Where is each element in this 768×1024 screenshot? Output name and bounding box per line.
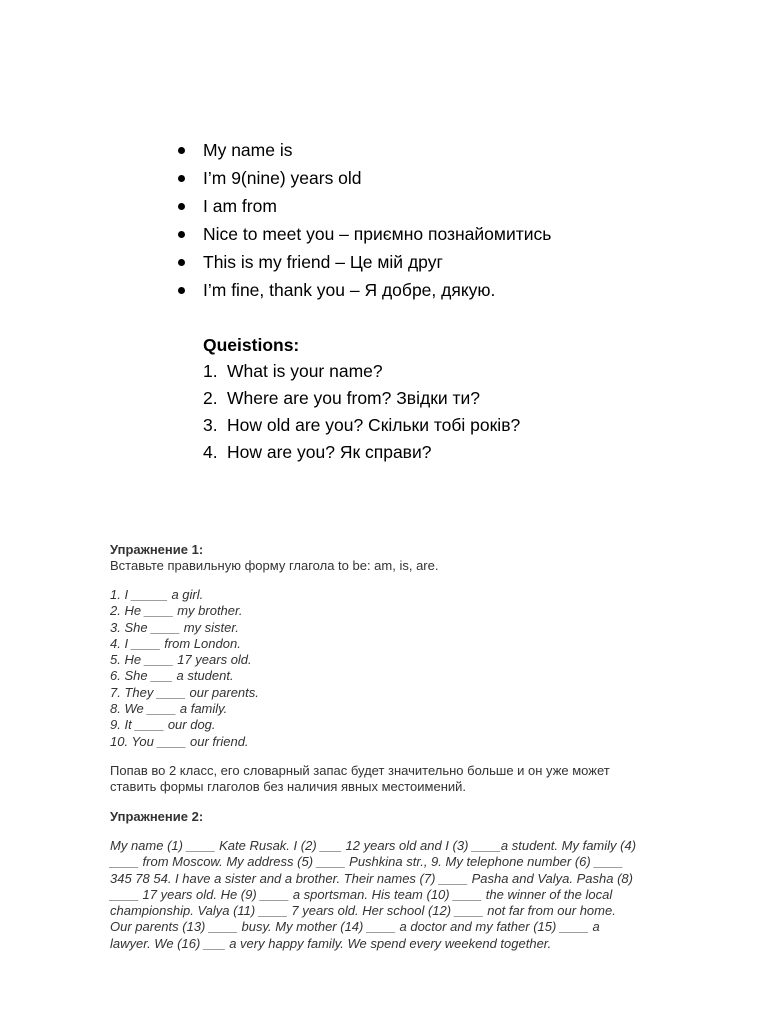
phrase-text: I am from (203, 196, 277, 216)
list-item: 2. He ____ my brother. (110, 603, 243, 619)
question-text: How old are you? Скільки тобі років? (227, 415, 521, 435)
list-item: 8. We ____ a family. (110, 701, 228, 717)
list-item (178, 276, 551, 304)
question-text: What is your name? (227, 361, 383, 381)
bullet-icon (178, 147, 185, 154)
paragraph-line: lawyer. We (16) ___ a very happy family. We spend every weekend together. (110, 935, 552, 951)
paragraph-line: ____ from Moscow. My address (5) ____ Pushkina str., 9. My telephone number (6) ____ (110, 854, 624, 870)
phrase-text: I’m 9(nine) years old (203, 168, 362, 188)
paragraph-line: Our parents (13) ____ busy. My mother (14) ____ a doctor and my father (15) ____ a (110, 919, 600, 935)
bullet-icon (178, 203, 185, 210)
exercise-1-title: Упражнение 1: (110, 542, 204, 557)
item-number: 2. (203, 388, 218, 408)
list-item: 10. You ____ our friend. (110, 733, 249, 749)
list-item: 1. I _____ a girl. (110, 587, 204, 602)
bullet-icon (178, 175, 185, 182)
list-item (178, 248, 551, 276)
paragraph-line: ____ 17 years old. He (9) ____ a sportsman. His team (10) ____ the winner of the local (110, 886, 613, 902)
exercise-1-list (110, 587, 259, 750)
phrase-list (178, 136, 551, 304)
phrase-text: Nice to meet you – приємно познайомитись (203, 224, 552, 244)
list-item (178, 136, 551, 164)
question-text: How are you? Як справи? (227, 442, 432, 462)
list-item (203, 385, 520, 412)
list-item: 4. I ____ from London. (110, 635, 241, 651)
list-item (178, 220, 551, 248)
question-text: Where are you from? Звідки ти? (227, 388, 481, 408)
paragraph-line: My name (1) ____ Kate Rusak. I (2) ___ 12 years old and I (3) ____a student. My family (4) (110, 838, 637, 853)
list-item (203, 358, 520, 385)
list-item (203, 439, 520, 466)
list-item: 7. They ____ our parents. (110, 684, 259, 700)
questions-list (203, 358, 520, 466)
list-item (178, 164, 551, 192)
bullet-icon (178, 231, 185, 238)
phrase-text: I’m fine, thank you – Я добре, дякую. (203, 280, 496, 300)
item-number: 3. (203, 415, 218, 435)
note-paragraph (110, 763, 720, 796)
bullet-icon (178, 287, 185, 294)
list-item: 3. She ____ my sister. (110, 619, 239, 635)
paragraph-line: 345 78 54. I have a sister and a brother. Their names (7) ____ Pasha and Valya. Pasha (8) (110, 870, 633, 886)
list-item: 9. It ____ our dog. (110, 717, 216, 733)
questions-heading: Queistions: (203, 335, 300, 355)
item-number: 1. (203, 361, 218, 381)
list-item: 6. She ___ a student. (110, 668, 234, 684)
bullet-icon (178, 259, 185, 266)
exercise-1-instruction: Вставьте правильную форму глагола to be: am, is, are. (110, 558, 439, 573)
phrase-text: My name is (203, 140, 293, 160)
exercise-2-title: Упражнение 2: (110, 809, 204, 824)
note-line: Попав во 2 класс, его словарный запас будет значительно больше и он уже может (110, 763, 610, 778)
note-line: ставить формы глаголов без наличия явных местоимений. (110, 779, 467, 795)
exercise-2-paragraph (110, 838, 720, 952)
list-item: 5. He ____ 17 years old. (110, 652, 252, 668)
list-item (178, 192, 551, 220)
paragraph-line: championship. Valya (11) ____ 7 years old. Her school (12) ____ not far from our home. (110, 903, 616, 919)
phrase-text: This is my friend – Це мій друг (203, 252, 443, 272)
list-item (203, 412, 520, 439)
item-number: 4. (203, 442, 218, 462)
